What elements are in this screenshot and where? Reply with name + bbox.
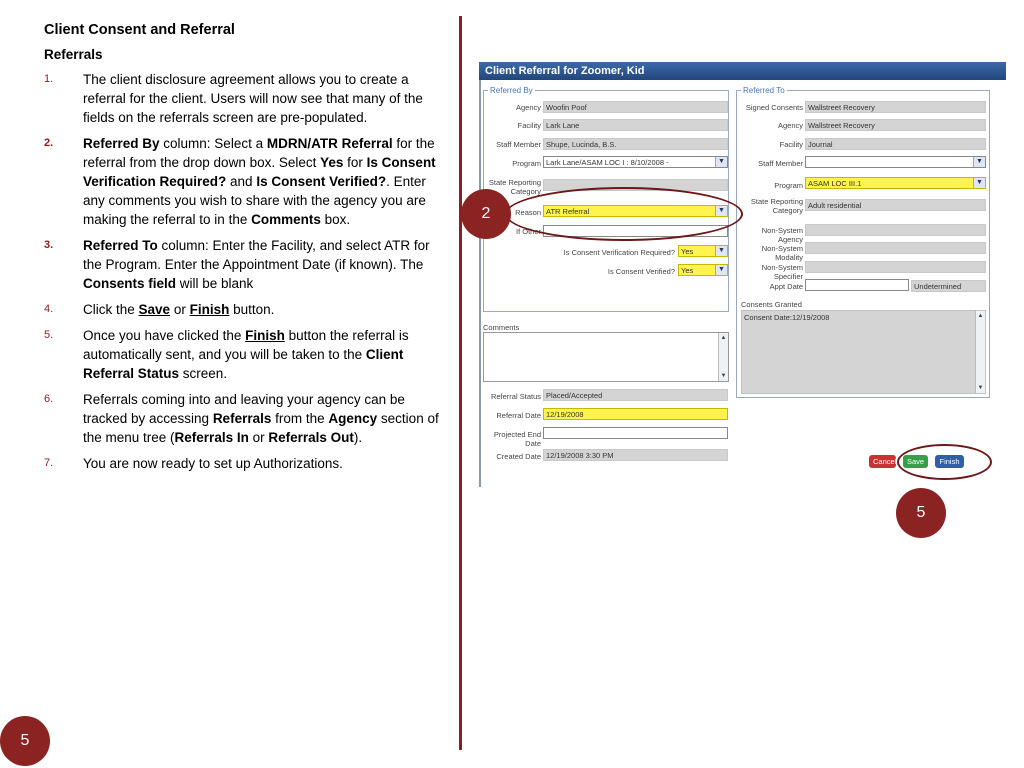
rt-nss-label: Non-System Specifier	[761, 263, 803, 281]
step-text: will be blank	[176, 276, 254, 291]
step-text: or	[248, 430, 269, 445]
rb-ifother-label: If Other	[515, 227, 541, 236]
rb-staff-label: Staff Member	[496, 140, 541, 149]
rb-cv-select[interactable]	[678, 264, 728, 276]
rb-program-select[interactable]	[543, 156, 728, 168]
step-text: Save	[138, 302, 171, 317]
step-text: Is Consent Verification Required?	[83, 155, 436, 189]
save-button[interactable]: Save	[903, 455, 928, 468]
chevron-down-icon[interactable]: ▼	[715, 246, 727, 256]
rt-agency-label: Agency	[777, 121, 803, 130]
step-text: or	[170, 302, 190, 317]
rb-agency-field: Woofin Poof	[543, 101, 728, 113]
finish-button[interactable]: Finish	[935, 455, 964, 468]
rt-appt-label: Appt Date	[769, 282, 803, 291]
rt-staff-select[interactable]	[805, 156, 986, 168]
step-text: Referrals	[212, 411, 272, 426]
step-text: for	[343, 155, 367, 170]
step-text: Agency	[328, 411, 378, 426]
rt-nsa-field	[805, 224, 986, 236]
rb-facility-label: Facility	[517, 121, 541, 130]
rt-facility-label: Facility	[779, 140, 803, 149]
rt-consents-list[interactable]	[741, 310, 986, 394]
divider-line	[459, 16, 462, 750]
step-number: 5.	[44, 329, 54, 341]
status-label: Referral Status	[490, 392, 541, 401]
step-item	[44, 390, 439, 447]
steps-list	[44, 70, 439, 473]
step-text: column: Select a	[159, 136, 267, 151]
cancel-button[interactable]: Cancel	[869, 455, 896, 468]
rt-src-label: State Reporting Category	[750, 197, 803, 215]
step-text: for the referral from the drop down box. Select	[83, 136, 435, 170]
referred-by-legend: Referred By	[490, 86, 533, 95]
step-text: Is Consent Verified?	[256, 174, 387, 189]
chevron-down-icon[interactable]: ▼	[973, 157, 985, 167]
step-text: You are now ready to set up Authorizations.	[83, 456, 343, 471]
step-text: . Enter any comments you wish to share with the agency you are making the referral to in the	[83, 174, 426, 227]
scroll-up-icon[interactable]: ▲	[720, 335, 727, 341]
rb-cv-value: Yes	[681, 266, 694, 275]
step-text: screen.	[179, 366, 228, 381]
section-subtitle: Referrals	[44, 47, 103, 62]
step-text: Consents field	[83, 276, 177, 291]
rt-program-label: Program	[774, 181, 803, 190]
step-item	[44, 70, 439, 127]
step-text: and	[226, 174, 257, 189]
rb-facility-field: Lark Lane	[543, 119, 728, 131]
rt-facility-field: Journal	[805, 138, 986, 150]
step-text: Referrals In	[174, 430, 249, 445]
rt-signed-field: Wallstreet Recovery	[805, 101, 986, 113]
step-item	[44, 134, 439, 229]
callout-badge-5: 5	[896, 488, 946, 538]
step-text: Referred To	[83, 238, 158, 253]
step-text: Referrals Out	[268, 430, 354, 445]
rt-program-select[interactable]	[805, 177, 986, 189]
rb-cvr-label: Is Consent Verification Required?	[563, 248, 675, 257]
status-field: Placed/Accepted	[543, 389, 728, 401]
step-text: Finish	[189, 302, 230, 317]
created-label: Created Date	[496, 452, 541, 461]
step-text: button the referral is automatically sent, and you will be taken to the	[83, 328, 409, 362]
referred-to-legend: Referred To	[743, 86, 785, 95]
chevron-down-icon[interactable]: ▼	[973, 178, 985, 188]
rb-program-label: Program	[512, 159, 541, 168]
step-item	[44, 300, 439, 319]
step-text: column: Enter the Facility, and select ATR for the Program. Enter the Appointment Date (if known). The	[83, 238, 430, 272]
step-text: box.	[320, 212, 351, 227]
scroll-down-icon[interactable]: ▼	[977, 385, 984, 391]
chevron-down-icon[interactable]: ▼	[715, 265, 727, 275]
rt-nsa-label: Non-System Agency	[761, 226, 803, 244]
step-number: 4.	[44, 303, 54, 315]
step-text: Once you have clicked the	[83, 328, 246, 343]
rb-agency-label: Agency	[515, 103, 541, 112]
step-text: section of the menu tree (	[83, 411, 439, 445]
rt-program-value: ASAM LOC III.1	[808, 179, 862, 188]
rb-reason-value: ATR Referral	[546, 207, 590, 216]
rb-cvr-value: Yes	[681, 247, 694, 256]
step-item	[44, 454, 439, 473]
comments-scrollbar[interactable]	[718, 333, 728, 381]
step-item	[44, 326, 439, 383]
step-text: Yes	[320, 155, 344, 170]
callout-badge-2: 2	[461, 189, 511, 239]
reason-highlight-ellipse	[505, 187, 743, 241]
step-text: ).	[353, 430, 363, 445]
frame-border	[479, 62, 481, 487]
step-text: from the	[271, 411, 329, 426]
step-number: 6.	[44, 393, 54, 405]
page-title: Client Consent and Referral	[44, 22, 235, 38]
rt-consents-label: Consents Granted	[741, 300, 802, 309]
step-number: 7.	[44, 457, 54, 469]
consent-item: Consent Date:12/19/2008	[744, 313, 830, 322]
step-number: 1.	[44, 73, 54, 85]
step-text: Client Referral Status	[83, 347, 404, 381]
consents-scrollbar[interactable]	[975, 311, 985, 393]
scroll-up-icon[interactable]: ▲	[977, 313, 984, 319]
comments-textarea[interactable]	[483, 332, 729, 382]
step-item	[44, 236, 439, 293]
page-number-badge: 5	[0, 716, 50, 766]
rt-agency-field: Wallstreet Recovery	[805, 119, 986, 131]
proj-end-input[interactable]	[543, 427, 728, 439]
comments-label: Comments	[483, 323, 520, 332]
ref-date-input[interactable]: 12/19/2008	[543, 408, 728, 420]
step-text: button.	[229, 302, 275, 317]
rt-nsm-field	[805, 242, 986, 254]
rb-program-value: Lark Lane/ASAM LOC I : 8/10/2008 -	[546, 158, 669, 167]
rt-nss-field	[805, 261, 986, 273]
rt-staff-label: Staff Member	[758, 159, 803, 168]
rb-cv-label: Is Consent Verified?	[607, 267, 675, 276]
rb-reason-label: Reason	[515, 208, 541, 217]
scroll-down-icon[interactable]: ▼	[720, 373, 727, 379]
step-text: MDRN/ATR Referral	[266, 136, 393, 151]
rt-appt-status: Undetermined	[911, 280, 986, 292]
rt-src-field: Adult residential	[805, 199, 986, 211]
chevron-down-icon[interactable]: ▼	[715, 157, 727, 167]
step-text: The client disclosure agreement allows you to create a referral for the client. Users will now see that many of the fields on the referrals screen are pre-populated.	[83, 72, 423, 125]
rt-nsm-label: Non-System Modality	[761, 244, 803, 262]
step-text: Referrals coming into and leaving your agency can be tracked by accessing	[83, 392, 405, 426]
step-number: 3.	[44, 239, 54, 251]
instructions-column	[44, 22, 439, 480]
rt-signed-label: Signed Consents	[745, 103, 803, 112]
rb-src-label: State Reporting Category	[488, 178, 541, 196]
ref-date-label: Referral Date	[496, 411, 541, 420]
step-text: Comments	[251, 212, 321, 227]
step-text: Click the	[83, 302, 139, 317]
created-field: 12/19/2008 3:30 PM	[543, 449, 728, 461]
rt-appt-input[interactable]	[805, 279, 909, 291]
proj-end-label: Projected End Date	[493, 430, 541, 448]
referral-window-title: Client Referral for Zoomer, Kid	[479, 62, 1006, 80]
buttons-highlight-ellipse	[897, 444, 992, 480]
step-text: Finish	[245, 328, 285, 343]
step-number: 2.	[44, 137, 54, 149]
chevron-down-icon[interactable]: ▼	[715, 206, 727, 216]
rb-staff-field: Shupe, Lucinda, B.S.	[543, 138, 728, 150]
referral-screenshot	[479, 62, 1006, 487]
step-text: Referred By	[83, 136, 160, 151]
rb-cvr-select[interactable]	[678, 245, 728, 257]
